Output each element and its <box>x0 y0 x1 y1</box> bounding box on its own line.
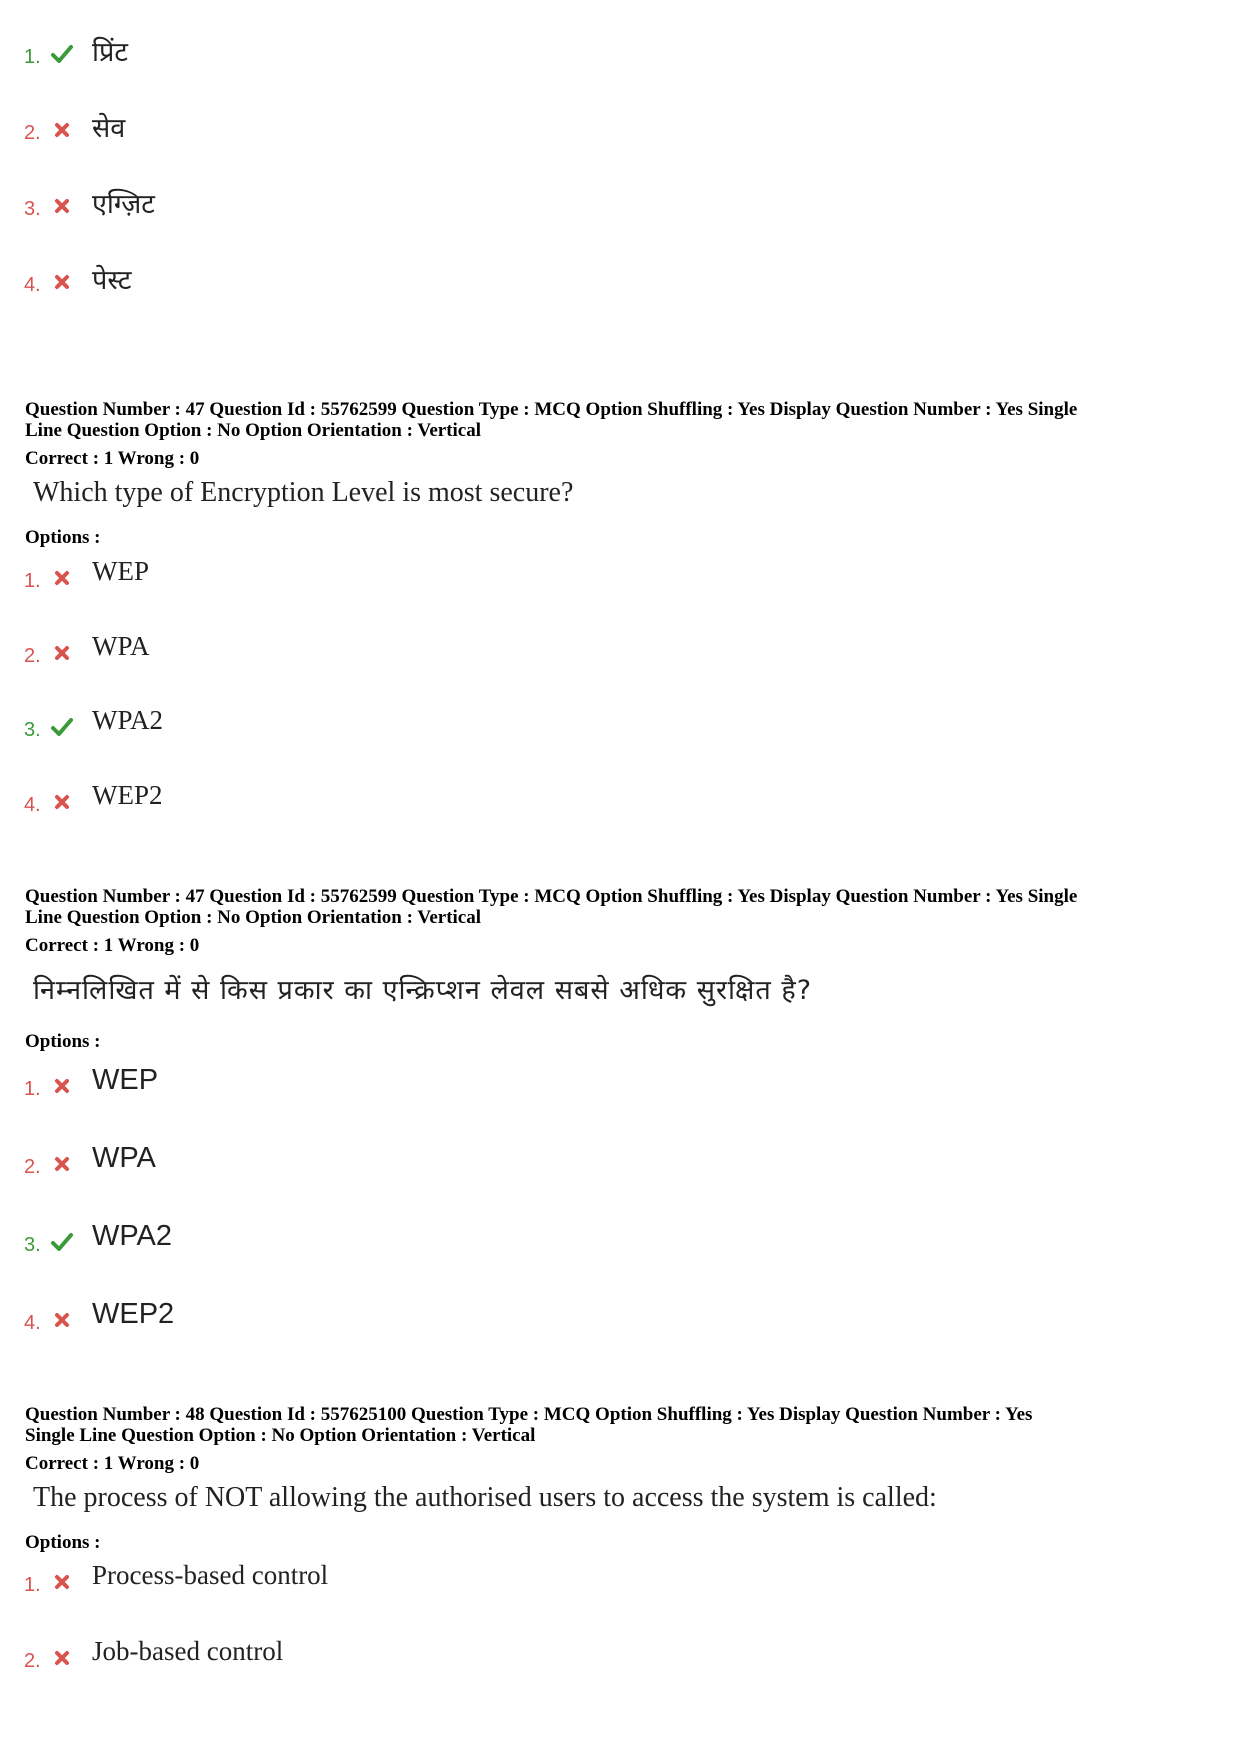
question-meta <box>25 399 1220 441</box>
option-item <box>24 184 924 224</box>
option-text: WEP <box>92 556 149 586</box>
question-meta-line: Question Number : 47 Question Id : 55762599 Question Type : MCQ Option Shuffling : Yes Display Question Number : Yes Single <box>25 886 1078 907</box>
check-icon <box>50 715 74 739</box>
option-item <box>24 1220 924 1260</box>
score-line: Correct : 1 Wrong : 0 <box>25 448 200 469</box>
option-item <box>24 780 924 820</box>
option-text: WEP2 <box>92 1298 175 1330</box>
options-label: Options : <box>25 527 101 548</box>
option-item <box>24 1142 924 1182</box>
cross-icon <box>50 1308 74 1332</box>
question-meta-line: Line Question Option : No Option Orientation : Vertical <box>25 907 482 928</box>
option-item <box>24 1298 924 1338</box>
cross-icon <box>50 1152 74 1176</box>
option-number: 4. <box>24 794 41 816</box>
cross-icon <box>50 641 74 665</box>
option-number: 4. <box>24 1312 41 1334</box>
option-number: 2. <box>24 645 41 667</box>
option-text: एग्ज़िट <box>92 189 155 220</box>
option-number: 3. <box>24 1234 41 1256</box>
option-item <box>24 631 924 671</box>
option-item <box>24 556 924 596</box>
option-item <box>24 32 924 72</box>
option-text: WPA2 <box>92 1220 173 1252</box>
option-text: WPA2 <box>92 705 164 735</box>
option-number: 1. <box>24 570 41 592</box>
question-meta <box>25 1404 1220 1446</box>
question-meta-line: Question Number : 48 Question Id : 557625100 Question Type : MCQ Option Shuffling : Yes Display Question Number : Yes <box>25 1404 1033 1425</box>
option-item <box>24 260 924 300</box>
option-text: WEP2 <box>92 780 163 810</box>
cross-icon <box>50 118 74 142</box>
option-number: 2. <box>24 1650 41 1672</box>
option-text: सेव <box>92 113 126 144</box>
cross-icon <box>50 1646 74 1670</box>
option-item <box>24 108 924 148</box>
option-text: WPA <box>92 631 150 661</box>
check-icon <box>50 42 74 66</box>
question-text: Which type of Encryption Level is most secure? <box>33 477 574 508</box>
option-number: 3. <box>24 198 41 220</box>
option-text: Process-based control <box>92 1560 329 1590</box>
question-meta-line: Single Line Question Option : No Option Orientation : Vertical <box>25 1425 536 1446</box>
question-text: निम्नलिखित में से किस प्रकार का एन्क्रिप्शन लेवल सबसे अधिक सुरक्षित है? <box>33 975 813 1006</box>
question-text: The process of NOT allowing the authorised users to access the system is called: <box>33 1482 937 1513</box>
option-text: पेस्ट <box>92 265 132 296</box>
option-item <box>24 705 924 745</box>
cross-icon <box>50 1570 74 1594</box>
question-meta-line: Line Question Option : No Option Orientation : Vertical <box>25 420 482 441</box>
check-icon <box>50 1230 74 1254</box>
cross-icon <box>50 270 74 294</box>
score-line: Correct : 1 Wrong : 0 <box>25 1453 200 1474</box>
question-meta <box>25 886 1220 928</box>
option-text: Job-based control <box>92 1636 284 1666</box>
option-text: WEP <box>92 1064 159 1096</box>
cross-icon <box>50 1074 74 1098</box>
question-meta-line: Question Number : 47 Question Id : 55762599 Question Type : MCQ Option Shuffling : Yes Display Question Number : Yes Single <box>25 399 1078 420</box>
option-number: 3. <box>24 719 41 741</box>
cross-icon <box>50 194 74 218</box>
score-line: Correct : 1 Wrong : 0 <box>25 935 200 956</box>
option-number: 1. <box>24 46 41 68</box>
option-item <box>24 1560 924 1600</box>
option-text: WPA <box>92 1142 156 1174</box>
option-item <box>24 1636 924 1676</box>
option-item <box>24 1064 924 1104</box>
option-number: 1. <box>24 1574 41 1596</box>
option-number: 4. <box>24 274 41 296</box>
option-number: 1. <box>24 1078 41 1100</box>
cross-icon <box>50 566 74 590</box>
options-label: Options : <box>25 1031 101 1052</box>
option-text: प्रिंट <box>92 37 128 68</box>
cross-icon <box>50 790 74 814</box>
option-number: 2. <box>24 122 41 144</box>
option-number: 2. <box>24 1156 41 1178</box>
options-label: Options : <box>25 1532 101 1553</box>
